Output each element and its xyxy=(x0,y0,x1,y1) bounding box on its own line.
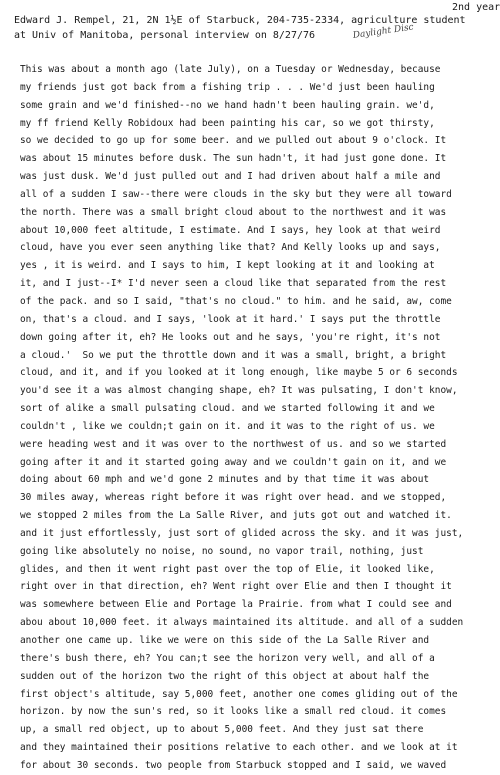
body-line: so we decided to go up for some beer. and we pulled out about 9 o'clock. It xyxy=(20,135,447,147)
body-line: down going after it, eh? He looks out and he says, 'you're right, it's not xyxy=(20,331,441,343)
body-line: cloud, have you ever seen anything like that? And Kelly looks up and says, xyxy=(20,242,441,254)
body-line: sort of alike a small pulsating cloud. and we started following it and we xyxy=(20,403,435,415)
body-line: glides, and then it went right past over the top of Elie, it looked like, xyxy=(20,563,435,575)
body-line: This was about a month ago (late July), on a Tuesday or Wednesday, because xyxy=(20,64,441,75)
header-line-2: at Univ of Manitoba, personal interview on 8/27/76 xyxy=(14,30,316,41)
body-line: going like absolutely no noise, no sound, no vapor trail, nothing, just xyxy=(20,545,424,557)
body-line: for about 30 seconds. two people from Starbuck stopped and I said, we waved xyxy=(20,759,447,771)
body-line: a cloud.' So we put the throttle down and it was a small, bright, a bright xyxy=(20,349,447,361)
body-line: my ff friend Kelly Robidoux had been painting his car, so we got thirsty, xyxy=(20,117,435,129)
header-line-1: Edward J. Rempel, 21, 2N 1½E of Starbuck, 204-735-2334, agriculture student xyxy=(14,15,466,26)
body-line: and they maintained their positions relative to each other. and we look at it xyxy=(20,742,458,754)
body-line: up, a small red object, up to about 5,000 feet. And they just sat there xyxy=(20,724,424,736)
body-line: there's bush there, eh? You can;t see the horizon very well, and all of a xyxy=(20,652,435,664)
body-line: cloud, and it, and if you looked at it long enough, like maybe 5 or 6 seconds xyxy=(20,367,458,379)
body-line: right over in that direction, eh? Went right over Elie and then I thought it xyxy=(20,581,452,593)
body-line: sudden out of the horizon two the right of this object at about half the xyxy=(20,670,430,682)
body-line: you'd see it a was almost changing shape, eh? It was pulsating, I don't know, xyxy=(20,385,458,397)
body-line: abou about 10,000 feet. it always maintained its altitude. and all of a sudden xyxy=(20,617,464,629)
body-line: 30 miles away, whereas right before it was right over head. and we stopped, xyxy=(20,492,447,504)
body-line: about 10,000 feet altitude, I estimate. And I says, hey look at that weird xyxy=(20,224,441,236)
body-line: couldn't , like we couldn;t gain on it. and it was to the right of us. we xyxy=(20,420,435,432)
body-line: we stopped 2 miles from the La Salle River, and juts got out and watched it. xyxy=(20,510,452,522)
body-line: horizon. by now the sun's red, so it looks like a small red cloud. it comes xyxy=(20,706,447,718)
body-line: another one came up. like we were on this side of the La Salle River and xyxy=(20,635,430,646)
body-line: was just dusk. We'd just pulled out and I had driven about half a mile and xyxy=(20,171,441,183)
body-line: it, and I just--I* I'd never seen a cloud like that separated from the rest xyxy=(20,278,447,290)
body-line: my friends just got back from a fishing trip . . . We'd just been hauling xyxy=(20,81,435,93)
body-line: going after it and it started going away and we couldn't gain on it, and we xyxy=(20,456,447,468)
body-line: was about 15 minutes before dusk. The sun hadn't, it had just gone done. It xyxy=(20,153,447,165)
body-line: the north. There was a small bright cloud about to the northwest and it was xyxy=(20,206,447,218)
body-line: of the pack. and so I said, "that's no cloud." to him. and he said, aw, come xyxy=(20,295,452,307)
body-line: all of a sudden I saw--there were clouds in the sky but they were all toward xyxy=(20,188,452,200)
body-line: first object's altitude, say 5,000 feet, another one comes gliding out of the xyxy=(20,688,458,700)
page-note: 2nd year xyxy=(452,2,500,13)
body-line: and it just effortlessly, just sort of glided across the sky. and it was just, xyxy=(20,527,464,539)
body-line: were heading west and it was over to the northwest of us. and so we started xyxy=(20,438,447,450)
handwritten-note: Daylight Disc xyxy=(352,22,415,41)
interview-body xyxy=(20,61,496,775)
body-line: some grain and we'd finished--no we hand hadn't been hauling grain. we'd, xyxy=(20,99,435,111)
body-line: was somewhere between Elie and Portage la Prairie. from what I could see and xyxy=(20,599,452,611)
body-line: on, that's a cloud. and I says, 'look at it hard.' I says put the throttle xyxy=(20,313,441,325)
body-line: yes , it is weird. and I says to him, I kept looking at it and looking at xyxy=(20,260,435,272)
body-line: doing about 60 mph and we'd gone 2 minutes and by that time it was about xyxy=(20,474,430,486)
